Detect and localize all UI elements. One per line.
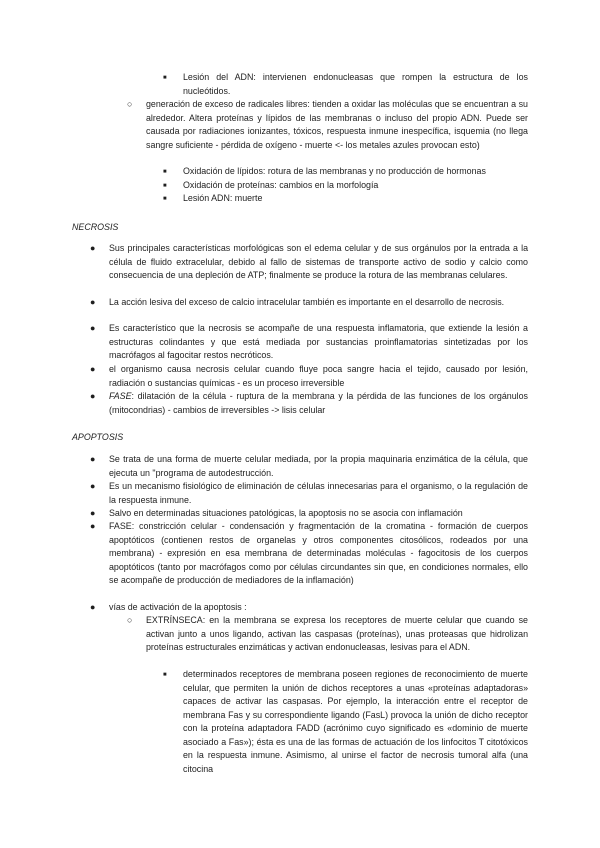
disc-bullet-icon: ●	[90, 481, 96, 491]
apoptosis-fase-item: FASE: constricción celular - condensación y fragmentación de la cromatina - formación de cuerpos apoptóticos (contienen restos de organelas y otros componentes citosólicos, rodeados por una membrana) - expresión en esa membrana de determinadas moléculas - fagocitosis de los cuerpos apoptóticos (tanto por macrófagos como por células circundantes sin que, en condiciones normales, ello se acompañe de producción de mediadores de la inflamación)	[109, 521, 528, 585]
circle-bullet-icon: ○	[127, 99, 133, 109]
disc-bullet-icon: ●	[90, 364, 96, 374]
square-bullet-icon: ■	[163, 196, 167, 202]
apoptosis-item: Salvo en determinadas situaciones patológicas, la apoptosis no se asocia con inflamación	[109, 508, 463, 518]
disc-bullet-icon: ●	[90, 323, 96, 333]
dna-death-item: Lesión ADN: muerte	[183, 193, 263, 203]
disc-bullet-icon: ●	[90, 243, 96, 253]
square-bullet-icon: ■	[163, 169, 167, 175]
apoptosis-item: Se trata de una forma de muerte celular mediada, por la propia maquinaria enzimática de la célula, que ejecuta un "programa de autodestrucción.	[109, 454, 528, 478]
disc-bullet-icon: ●	[90, 602, 96, 612]
apoptosis-heading: APOPTOSIS	[72, 432, 124, 442]
activation-pathways-item: vías de activación de la apoptosis :	[109, 602, 247, 612]
fase-text: : dilatación de la célula - ruptura de la membrana y la pérdida de las funciones de los orgánulos (mitocondrias) - cambios de irreversibles -> lisis celular	[109, 391, 528, 415]
receptors-item: determinados receptores de membrana poseen regiones de reconocimiento de muerte celular, que permiten la unión de dichos receptores a unas «proteínas adaptadoras» capaces de activar las caspasas. Por ejemplo, la interacción entre el receptor de membrana Fas y su correspondiente ligando (FasL) provoca la unión de dicho receptor con la proteína adaptadora FADD (acrónimo cuyo significado es «dominio de muerte asociado a Fas»); ésta es una de las formas de actuación de los linfocitos T citotóxicos en la respuesta inmune. Asimismo, al unirse el factor de necrosis tumoral alfa (una citocina	[183, 669, 528, 774]
fase-label: FASE	[109, 391, 132, 401]
necrosis-item: el organismo causa necrosis celular cuando fluye poca sangre hacia el tejido, causado por lesión, radiación o sustancias químicas - es un proceso irreversible	[109, 364, 528, 388]
protein-oxidation-item: Oxidación de proteínas: cambios en la morfología	[183, 180, 379, 190]
square-bullet-icon: ■	[163, 75, 167, 81]
square-bullet-icon: ■	[163, 672, 167, 678]
square-bullet-icon: ■	[163, 183, 167, 189]
disc-bullet-icon: ●	[90, 521, 96, 531]
apoptosis-item: Es un mecanismo fisiológico de eliminación de células innecesarias para el organismo, o la regulación de la respuesta inmune.	[109, 481, 528, 505]
circle-bullet-icon: ○	[127, 615, 133, 625]
necrosis-item: La acción lesiva del exceso de calcio intracelular también es importante en el desarrollo de necrosis.	[109, 297, 505, 307]
lipid-oxidation-item: Oxidación de lípidos: rotura de las membranas y no producción de hormonas	[183, 166, 486, 176]
disc-bullet-icon: ●	[90, 391, 96, 401]
disc-bullet-icon: ●	[90, 454, 96, 464]
free-radicals-item: generación de exceso de radicales libres: tienden a oxidar las moléculas que se encuentran a su alrededor. Altera proteínas y lípidos de las membranas o incluso del propio ADN. Puede ser causada por radiaciones ionizantes, tóxicos, respuesta inmune inespecífica, isquemia (no llega sangre suficiente - pérdida de oxígeno - muerte <- los metales azules provocan esto)	[146, 99, 528, 150]
disc-bullet-icon: ●	[90, 508, 96, 518]
disc-bullet-icon: ●	[90, 297, 96, 307]
extrinsic-pathway-item: EXTRÍNSECA: en la membrana se expresa los receptores de muerte celular que cuando se activan junto a unos ligando, activan las caspasas (proteínas), unas proteasas que hidrolizan proteínas estructurales enzimáticas y activan endonucleasas, lesivas para el ADN.	[146, 615, 528, 652]
necrosis-fase-item	[109, 390, 528, 417]
necrosis-item: Es característico que la necrosis se acompañe de una respuesta inflamatoria, que extiende la lesión a estructuras colindantes y que está mediada por sustancias proinflamatorias sintetizadas por los macrófagos al fagocitar restos necróticos.	[109, 323, 528, 360]
necrosis-item: Sus principales características morfológicas son el edema celular y de sus orgánulos por la entrada a la célula de fluido extracelular, debido al fallo de sistemas de transporte activo de sodio y calcio como consecuencia de una depleción de ATP; finalmente se produce la rotura de las membranas celulares.	[109, 243, 528, 280]
necrosis-heading: NECROSIS	[72, 222, 119, 232]
dna-lesion-item: Lesión del ADN: intervienen endonucleasas que rompen la estructura de los nucleótidos.	[183, 72, 528, 96]
